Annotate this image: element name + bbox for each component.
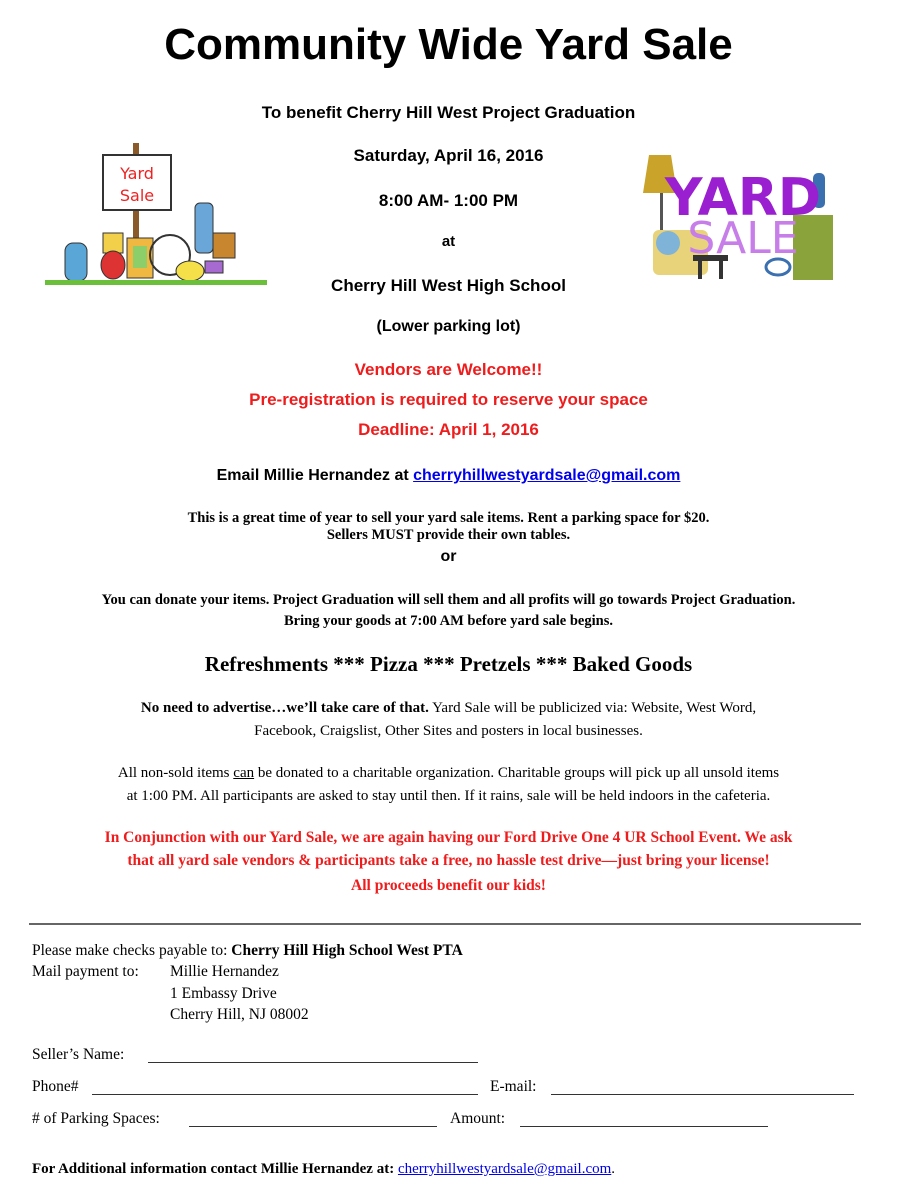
yard-sale-sign-clipart <box>45 143 267 288</box>
preregistration-notice: Pre-registration is required to reserve your space <box>249 390 648 409</box>
donate-line-1: You can donate your items. Project Graduation will sell them and all profits will go towards Project Graduation. <box>101 592 796 608</box>
checks-label: Please make checks payable to: <box>32 942 232 959</box>
grass-icon <box>45 280 267 285</box>
refreshments: Refreshments *** Pizza *** Pretzels *** Baked Goods <box>204 652 693 676</box>
seller-name-label: Seller’s Name: <box>32 1046 125 1063</box>
at-text: at <box>441 233 456 250</box>
lampshade-icon <box>103 233 123 253</box>
sign-yard-text: Yard <box>120 164 154 183</box>
teapot-icon <box>176 261 204 281</box>
address-city: Cherry Hill, NJ 08002 <box>170 1006 309 1023</box>
phone-label: Phone# <box>32 1078 79 1095</box>
venue-detail: (Lower parking lot) <box>376 318 521 335</box>
clipart-yard-text: YARD <box>664 168 822 228</box>
event-date: Saturday, April 16, 2016 <box>353 146 544 165</box>
rent-line-2: Sellers MUST provide their own tables. <box>326 527 571 543</box>
yarn-ball-icon <box>656 231 680 255</box>
or-text: or <box>440 548 457 565</box>
lamp-base-icon <box>101 251 125 279</box>
email-prefix: Email Millie Hernandez at <box>216 467 414 484</box>
page-title: Community Wide Yard Sale <box>164 20 733 69</box>
seller-name-field[interactable] <box>148 1062 478 1063</box>
yard-sale-items-clipart <box>643 155 843 287</box>
footer-contact <box>32 1161 615 1178</box>
email-link[interactable]: cherryhillwestyardsale@gmail.com <box>413 467 681 484</box>
nonsold-underlined: can <box>233 765 255 781</box>
golf-bag-icon <box>195 203 213 253</box>
amount-field[interactable] <box>520 1126 768 1127</box>
address-name: Millie Hernandez <box>170 963 279 980</box>
nonsold-line-2: at 1:00 PM. All participants are asked to stay until then. If it rains, sale will be held indoors in the cafeteria. <box>126 788 771 804</box>
amount-label: Amount: <box>450 1110 506 1127</box>
pot-icon <box>205 261 223 273</box>
clipart-sale-text: SALE <box>687 213 799 264</box>
advertise-line-2: Facebook, Craigslist, Other Sites and posters in local businesses. <box>254 723 643 739</box>
venue: Cherry Hill West High School <box>331 276 566 295</box>
divider <box>29 923 861 925</box>
email-line <box>0 467 897 485</box>
nonsold-pre: All non-sold items <box>117 765 234 781</box>
parking-spaces-field[interactable] <box>189 1126 437 1127</box>
sign-sale-text: Sale <box>119 186 155 205</box>
advertise-rest: Yard Sale will be publicized via: Website, West Word, <box>428 700 757 716</box>
rent-line-1: This is a great time of year to sell your yard sale items. Rent a parking space for $20. <box>187 510 710 526</box>
ford-line-1: In Conjunction with our Yard Sale, we are again having our Ford Drive One 4 UR School Event. We ask <box>104 829 793 846</box>
vendors-welcome: Vendors are Welcome!! <box>354 360 543 379</box>
address-street: 1 Embassy Drive <box>170 985 277 1002</box>
ford-line-3: All proceeds benefit our kids! <box>351 877 546 894</box>
nonsold-line-1 <box>0 765 897 782</box>
email-label: E-mail: <box>490 1078 537 1095</box>
advertise-bold: No need to advertise…we’ll take care of that. <box>140 700 429 716</box>
footer-suffix: . <box>611 1161 616 1177</box>
footer-prefix: For Additional information contact Millie Hernandez at: <box>32 1161 398 1177</box>
email-field[interactable] <box>551 1094 854 1095</box>
donate-line-2: Bring your goods at 7:00 AM before yard sale begins. <box>284 613 613 629</box>
ford-line-2: that all yard sale vendors & participants take a free, no hassle test drive—just bring your license! <box>127 852 770 869</box>
nonsold-rest: be donated to a charitable organization. Charitable groups will pick up all unsold items <box>254 765 780 781</box>
checks-line <box>32 942 463 960</box>
subtitle: To benefit Cherry Hill West Project Graduation <box>261 103 636 122</box>
deadline: Deadline: April 1, 2016 <box>358 420 539 439</box>
suitcase-icon <box>213 233 235 258</box>
footer-email-link[interactable]: cherryhillwestyardsale@gmail.com <box>397 1161 612 1177</box>
parking-spaces-label: # of Parking Spaces: <box>32 1110 160 1127</box>
checks-payee: Cherry Hill High School West PTA <box>231 942 463 959</box>
advertise-line-1 <box>0 700 897 717</box>
vase-icon <box>65 243 87 281</box>
mail-label: Mail payment to: <box>32 963 139 980</box>
phone-field[interactable] <box>92 1094 478 1095</box>
event-time: 8:00 AM- 1:00 PM <box>378 191 519 210</box>
